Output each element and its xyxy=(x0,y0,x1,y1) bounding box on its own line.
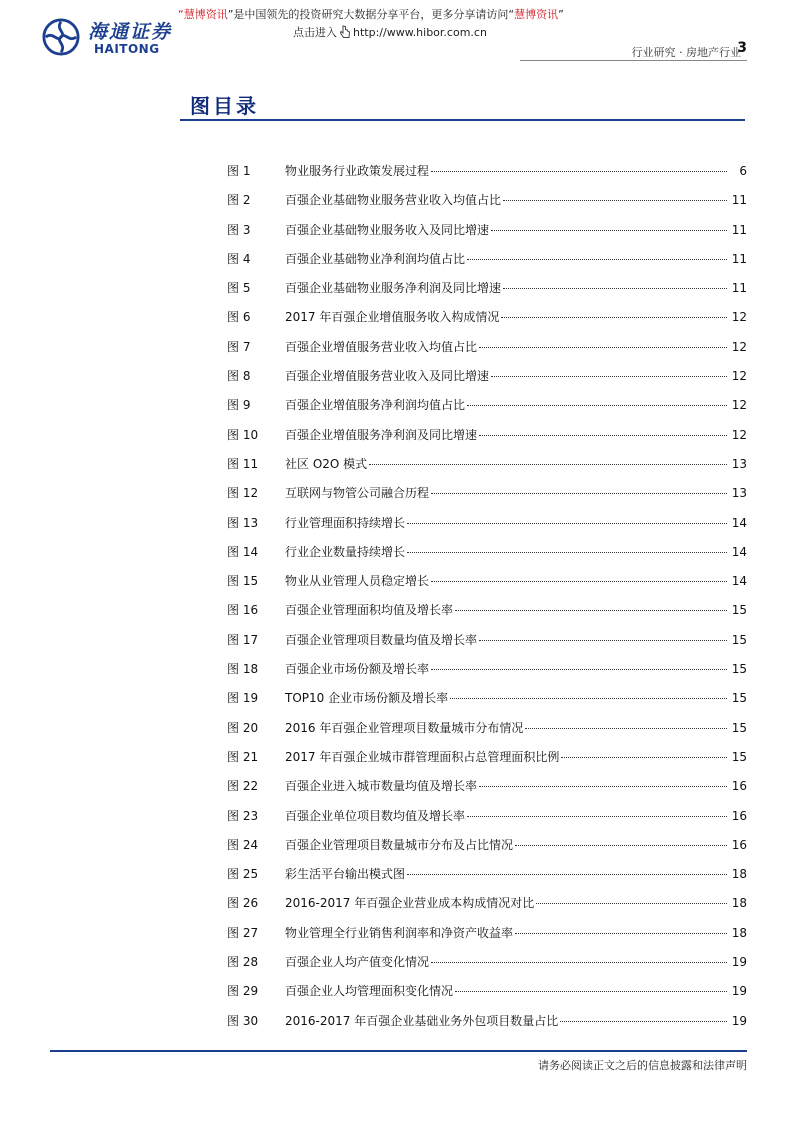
toc-dot-leader xyxy=(455,610,727,611)
toc-entry[interactable] xyxy=(227,162,747,191)
toc-page-number: 14 xyxy=(731,544,747,559)
toc-entry[interactable] xyxy=(227,484,747,513)
toc-dot-leader xyxy=(455,991,727,992)
toc-figure-label: 图 25 xyxy=(227,867,259,882)
toc-dot-leader xyxy=(503,200,727,201)
toc-page-number: 13 xyxy=(731,456,747,471)
toc-page-number: 16 xyxy=(731,808,747,823)
toc-entry[interactable] xyxy=(227,221,747,250)
toc-dot-leader xyxy=(479,640,727,641)
toc-page-number: 19 xyxy=(731,955,747,970)
toc-figure-label: 图 13 xyxy=(227,515,259,530)
toc-page-number: 12 xyxy=(731,339,747,354)
toc-figure-title: 百强企业基础物业服务净利润及同比增速 xyxy=(285,281,502,296)
footer-divider xyxy=(50,1050,747,1052)
haitong-emblem-icon xyxy=(42,18,80,56)
promo-banner xyxy=(178,6,598,42)
toc-dot-leader xyxy=(467,405,727,406)
toc-figure-title: 互联网与物管公司融合历程 xyxy=(285,486,430,501)
toc-figure-label: 图 3 xyxy=(227,222,251,237)
toc-page-number: 11 xyxy=(731,281,747,296)
promo-brand: 慧博资讯 xyxy=(183,8,228,21)
toc-page-number: 19 xyxy=(731,1013,747,1028)
toc-entry[interactable] xyxy=(227,689,747,718)
toc-figure-title: 行业管理面积持续增长 xyxy=(285,515,406,530)
toc-figure-label: 图 30 xyxy=(227,1013,259,1028)
toc-dot-leader xyxy=(479,786,727,787)
toc-figure-title: TOP10 企业市场份额及增长率 xyxy=(285,691,449,706)
logo-chinese-name: 海通证券 xyxy=(88,21,173,43)
toc-page-number: 18 xyxy=(731,925,747,940)
toc-page-number: 16 xyxy=(731,779,747,794)
section-label: 行业研究 · 房地产行业 xyxy=(631,46,741,59)
promo-quote-open: “ xyxy=(178,8,184,21)
toc-figure-label: 图 23 xyxy=(227,808,259,823)
toc-entry[interactable] xyxy=(227,250,747,279)
toc-dot-leader xyxy=(467,816,727,817)
toc-dot-leader xyxy=(515,933,727,934)
toc-figure-title: 2017 年百强企业增值服务收入构成情况 xyxy=(285,310,500,325)
toc-figure-label: 图 16 xyxy=(227,603,259,618)
toc-dot-leader xyxy=(407,552,727,553)
promo-url-link[interactable]: http://www.hibor.com.cn xyxy=(353,26,487,39)
toc-figure-label: 图 15 xyxy=(227,574,259,589)
toc-entry[interactable] xyxy=(227,396,747,425)
toc-dot-leader xyxy=(503,288,727,289)
toc-figure-label: 图 26 xyxy=(227,896,259,911)
toc-entry[interactable] xyxy=(227,924,747,953)
toc-entry[interactable] xyxy=(227,894,747,923)
toc-entry[interactable] xyxy=(227,601,747,630)
toc-page-number: 12 xyxy=(731,427,747,442)
toc-figure-label: 图 20 xyxy=(227,720,259,735)
toc-entry[interactable] xyxy=(227,982,747,1011)
toc-figure-title: 物业从业管理人员稳定增长 xyxy=(285,574,430,589)
logo-english-name: HAITONG xyxy=(94,42,160,56)
toc-figure-label: 图 27 xyxy=(227,925,259,940)
toc-entry[interactable] xyxy=(227,660,747,689)
toc-entry[interactable] xyxy=(227,836,747,865)
toc-dot-leader xyxy=(369,464,727,465)
toc-dot-leader xyxy=(407,523,727,524)
toc-page-number: 15 xyxy=(731,662,747,677)
toc-figure-label: 图 18 xyxy=(227,662,259,677)
toc-dot-leader xyxy=(515,845,727,846)
toc-figure-label: 图 17 xyxy=(227,632,259,647)
toc-entry[interactable] xyxy=(227,367,747,396)
toc-page-number: 15 xyxy=(731,749,747,764)
toc-figure-title: 2017 年百强企业城市群管理面积占总管理面积比例 xyxy=(285,749,560,764)
toc-figure-label: 图 12 xyxy=(227,486,259,501)
toc-dot-leader xyxy=(561,757,727,758)
toc-page-number: 12 xyxy=(731,369,747,384)
toc-page-number: 15 xyxy=(731,632,747,647)
footer-disclaimer: 请务必阅读正文之后的信息披露和法律声明 xyxy=(538,1059,747,1072)
toc-figure-title: 物业服务行业政策发展过程 xyxy=(285,164,430,178)
toc-entry[interactable] xyxy=(227,777,747,806)
toc-figure-title: 百强企业管理项目数量城市分布及占比情况 xyxy=(285,837,514,852)
toc-figure-label: 图 19 xyxy=(227,691,259,706)
haitong-logo xyxy=(42,14,192,58)
page-title: 图目录 xyxy=(190,94,259,118)
toc-dot-leader xyxy=(491,376,727,377)
toc-entry[interactable] xyxy=(227,338,747,367)
hand-cursor-icon xyxy=(339,25,351,39)
toc-figure-title: 社区 O2O 模式 xyxy=(285,456,368,471)
toc-dot-leader xyxy=(450,698,727,699)
toc-page-number: 14 xyxy=(731,515,747,530)
toc-dot-leader xyxy=(536,903,727,904)
toc-figure-title: 百强企业进入城市数量均值及增长率 xyxy=(285,779,478,794)
title-divider xyxy=(180,119,745,121)
toc-page-number: 11 xyxy=(731,251,747,266)
toc-entry[interactable] xyxy=(227,514,747,543)
figure-toc xyxy=(227,162,747,1041)
toc-figure-label: 图 8 xyxy=(227,369,251,384)
toc-dot-leader xyxy=(431,493,727,494)
toc-figure-title: 彩生活平台输出模式图 xyxy=(285,867,406,882)
toc-figure-title: 2016 年百强企业管理项目数量城市分布情况 xyxy=(285,720,524,735)
toc-figure-label: 图 10 xyxy=(227,427,259,442)
promo-line-2 xyxy=(178,24,598,42)
toc-page-number: 15 xyxy=(731,691,747,706)
toc-entry[interactable] xyxy=(227,426,747,455)
toc-figure-title: 百强企业基础物业净利润均值占比 xyxy=(285,251,466,266)
toc-figure-title: 百强企业人均管理面积变化情况 xyxy=(285,984,454,999)
toc-page-number: 14 xyxy=(731,574,747,589)
toc-dot-leader xyxy=(407,874,727,875)
toc-dot-leader xyxy=(560,1021,727,1022)
toc-dot-leader xyxy=(491,230,727,231)
toc-entry[interactable] xyxy=(227,543,747,572)
toc-dot-leader xyxy=(431,962,727,963)
toc-figure-label: 图 14 xyxy=(227,544,259,559)
toc-figure-title: 行业企业数量持续增长 xyxy=(285,544,406,559)
toc-entry[interactable] xyxy=(227,191,747,220)
toc-page-number: 15 xyxy=(731,720,747,735)
toc-figure-title: 2016-2017 年百强企业营业成本构成情况对比 xyxy=(285,896,535,911)
page-number: 3 xyxy=(737,40,747,56)
toc-figure-title: 物业管理全行业销售利润率和净资产收益率 xyxy=(285,925,514,940)
toc-entry[interactable] xyxy=(227,631,747,660)
toc-figure-title: 百强企业管理面积均值及增长率 xyxy=(285,603,454,618)
toc-page-number: 18 xyxy=(731,896,747,911)
toc-page-number: 19 xyxy=(731,984,747,999)
toc-dot-leader xyxy=(525,728,727,729)
toc-figure-title: 2016-2017 年百强企业基础业务外包项目数量占比 xyxy=(285,1013,559,1028)
toc-entry[interactable] xyxy=(227,953,747,982)
toc-dot-leader xyxy=(479,347,727,348)
toc-page-number: 13 xyxy=(731,486,747,501)
toc-page-number: 16 xyxy=(731,837,747,852)
toc-figure-title: 百强企业增值服务营业收入均值占比 xyxy=(285,339,478,354)
toc-entry[interactable] xyxy=(227,455,747,484)
promo-line-1 xyxy=(178,6,598,24)
toc-dot-leader xyxy=(479,435,727,436)
toc-page-number: 18 xyxy=(731,867,747,882)
promo-brand-2: 慧博资讯 xyxy=(514,8,559,21)
toc-figure-title: 百强企业增值服务净利润及同比增速 xyxy=(285,427,478,442)
toc-figure-label: 图 9 xyxy=(227,398,251,413)
toc-page-number: 11 xyxy=(731,222,747,237)
toc-figure-title: 百强企业增值服务营业收入及同比增速 xyxy=(285,369,490,384)
toc-figure-label: 图 5 xyxy=(227,281,251,296)
toc-dot-leader xyxy=(431,581,727,582)
toc-figure-title: 百强企业基础物业服务营业收入均值占比 xyxy=(285,193,502,208)
toc-entry[interactable] xyxy=(227,279,747,308)
toc-page-number: 11 xyxy=(731,193,747,208)
toc-entry[interactable] xyxy=(227,308,747,337)
promo-text: ”是中国领先的投资研究大数据分享平台，更多分享请访问“ xyxy=(227,8,515,21)
toc-figure-label: 图 28 xyxy=(227,955,259,970)
toc-figure-title: 百强企业人均产值变化情况 xyxy=(285,955,430,970)
toc-dot-leader xyxy=(467,259,727,260)
toc-dot-leader xyxy=(431,171,727,172)
toc-figure-label: 图 29 xyxy=(227,984,259,999)
toc-figure-label: 图 21 xyxy=(227,749,259,764)
toc-figure-label: 图 1 xyxy=(227,164,251,178)
toc-figure-label: 图 4 xyxy=(227,251,251,266)
toc-entry[interactable] xyxy=(227,807,747,836)
toc-dot-leader xyxy=(431,669,727,670)
toc-entry[interactable] xyxy=(227,572,747,601)
toc-figure-title: 百强企业基础物业服务收入及同比增速 xyxy=(285,222,490,237)
promo-click-text: 点击进入 xyxy=(293,26,337,39)
toc-figure-label: 图 6 xyxy=(227,310,251,325)
toc-figure-label: 图 11 xyxy=(227,456,259,471)
toc-figure-title: 百强企业增值服务净利润均值占比 xyxy=(285,398,466,413)
toc-figure-title: 百强企业管理项目数量均值及增长率 xyxy=(285,632,478,647)
toc-page-number: 12 xyxy=(731,310,747,325)
toc-figure-title: 百强企业单位项目数均值及增长率 xyxy=(285,808,466,823)
toc-page-number: 12 xyxy=(731,398,747,413)
toc-dot-leader xyxy=(501,317,727,318)
toc-entry[interactable] xyxy=(227,748,747,777)
toc-figure-label: 图 22 xyxy=(227,779,259,794)
toc-figure-label: 图 7 xyxy=(227,339,251,354)
toc-page-number: 15 xyxy=(731,603,747,618)
toc-entry[interactable] xyxy=(227,719,747,748)
toc-entry[interactable] xyxy=(227,865,747,894)
header-divider xyxy=(520,60,747,61)
toc-figure-label: 图 2 xyxy=(227,193,251,208)
toc-page-number: 6 xyxy=(739,164,747,178)
toc-entry[interactable] xyxy=(227,1012,747,1041)
toc-figure-title: 百强企业市场份额及增长率 xyxy=(285,662,430,677)
promo-quote-close: ” xyxy=(558,8,564,21)
toc-figure-label: 图 24 xyxy=(227,837,259,852)
